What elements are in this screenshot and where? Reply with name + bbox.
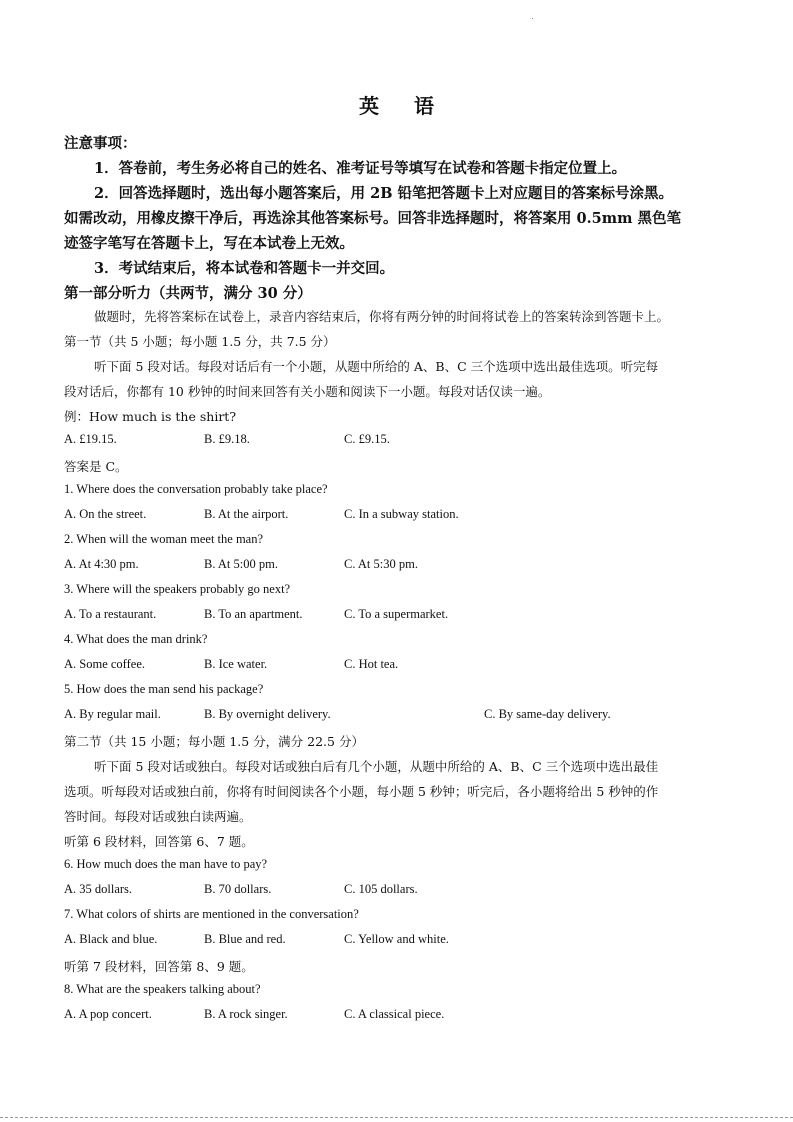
page-title: 英 语 bbox=[359, 94, 448, 118]
question-7-option-b: B. Blue and red. bbox=[204, 932, 286, 946]
question-8-option-b: B. A rock singer. bbox=[204, 1007, 288, 1021]
notice-item-2-line-3: 迹签字笔写在答题卡上，写在本试卷上无效。 bbox=[64, 235, 354, 252]
question-3-option-a: A. To a restaurant. bbox=[64, 607, 157, 621]
question-8: 8. What are the speakers talking about? bbox=[64, 982, 261, 996]
example-option-b: B. £9.18. bbox=[204, 432, 250, 446]
notice-item-3: 3．考试结束后，将本试卷和答题卡一并交回。 bbox=[94, 260, 395, 277]
question-7-option-a: A. Black and blue. bbox=[64, 932, 158, 946]
page-bottom-divider bbox=[0, 1117, 793, 1118]
section2-instructions-line-2: 选项。听每段对话或独白前，你将有时间阅读各个小题，每小题 5 秒钟；听完后，各小题将给出 5 秒钟的作 bbox=[64, 784, 659, 799]
material-7-label: 听第 7 段材料，回答第 8、9 题。 bbox=[64, 959, 254, 974]
material-6-label: 听第 6 段材料，回答第 6、7 题。 bbox=[64, 834, 254, 849]
question-4-option-b: B. Ice water. bbox=[204, 657, 268, 671]
question-6-option-b: B. 70 dollars. bbox=[204, 882, 272, 896]
section2-instructions-line-1: 听下面 5 段对话或独白。每段对话或独白后有几个小题，从题中所给的 A、B、C 三个选项中选出最佳 bbox=[94, 759, 659, 774]
question-2: 2. When will the woman meet the man? bbox=[64, 532, 264, 546]
question-4-option-a: A. Some coffee. bbox=[64, 657, 145, 671]
section2-heading: 第二节（共 15 小题；每小题 1.5 分，满分 22.5 分） bbox=[64, 734, 364, 749]
question-1-option-c: C. In a subway station. bbox=[344, 507, 459, 521]
scan-dot bbox=[532, 18, 533, 19]
part1-heading: 第一部分听力（共两节，满分 30 分） bbox=[64, 285, 312, 302]
question-4: 4. What does the man drink? bbox=[64, 632, 208, 646]
question-4-option-c: C. Hot tea. bbox=[344, 657, 399, 671]
question-7-option-c: C. Yellow and white. bbox=[344, 932, 449, 946]
example-answer: 答案是 C。 bbox=[64, 459, 128, 474]
notice-item-2-line-1: 2．回答选择题时，选出每小题答案后，用 2B 铅笔把答题卡上对应题目的答案标号涂黑。 bbox=[94, 185, 674, 202]
question-8-option-a: A. A pop concert. bbox=[64, 1007, 152, 1021]
question-5-option-b: B. By overnight delivery. bbox=[204, 707, 331, 721]
question-1-option-a: A. On the street. bbox=[64, 507, 147, 521]
question-7: 7. What colors of shirts are mentioned in the conversation? bbox=[64, 907, 359, 921]
question-3-option-c: C. To a supermarket. bbox=[344, 607, 449, 621]
part1-intro: 做题时，先将答案标在试卷上，录音内容结束后，你将有两分钟的时间将试卷上的答案转涂到答题卡上。 bbox=[94, 309, 670, 324]
question-6-option-c: C. 105 dollars. bbox=[344, 882, 418, 896]
question-5: 5. How does the man send his package? bbox=[64, 682, 264, 696]
section1-instructions-line-2: 段对话后，你都有 10 秒钟的时间来回答有关小题和阅读下一小题。每段对话仅读一遍。 bbox=[64, 384, 551, 399]
example-option-c: C. £9.15. bbox=[344, 432, 390, 446]
question-3-option-b: B. To an apartment. bbox=[204, 607, 303, 621]
example-question: 例：How much is the shirt? bbox=[64, 409, 237, 424]
question-2-option-c: C. At 5:30 pm. bbox=[344, 557, 418, 571]
question-2-option-a: A. At 4:30 pm. bbox=[64, 557, 139, 571]
question-1: 1. Where does the conversation probably take place? bbox=[64, 482, 328, 496]
section1-instructions-line-1: 听下面 5 段对话。每段对话后有一个小题，从题中所给的 A、B、C 三个选项中选出最佳选项。听完每 bbox=[94, 359, 659, 374]
example-option-a: A. £19.15. bbox=[64, 432, 117, 446]
question-5-option-c: C. By same-day delivery. bbox=[484, 707, 611, 721]
notice-heading: 注意事项： bbox=[64, 135, 137, 152]
question-6-option-a: A. 35 dollars. bbox=[64, 882, 133, 896]
question-6: 6. How much does the man have to pay? bbox=[64, 857, 268, 871]
question-1-option-b: B. At the airport. bbox=[204, 507, 289, 521]
notice-item-2-line-2: 如需改动，用橡皮擦干净后，再选涂其他答案标号。回答非选择题时，将答案用 0.5mm 黑色笔 bbox=[64, 210, 682, 227]
section1-heading: 第一节（共 5 小题；每小题 1.5 分，共 7.5 分） bbox=[64, 334, 336, 349]
notice-item-1: 1．答卷前，考生务必将自己的姓名、准考证号等填写在试卷和答题卡指定位置上。 bbox=[94, 160, 627, 177]
question-8-option-c: C. A classical piece. bbox=[344, 1007, 445, 1021]
question-5-option-a: A. By regular mail. bbox=[64, 707, 161, 721]
question-2-option-b: B. At 5:00 pm. bbox=[204, 557, 278, 571]
section2-instructions-line-3: 答时间。每段对话或独白读两遍。 bbox=[64, 809, 252, 824]
question-3: 3. Where will the speakers probably go next? bbox=[64, 582, 291, 596]
